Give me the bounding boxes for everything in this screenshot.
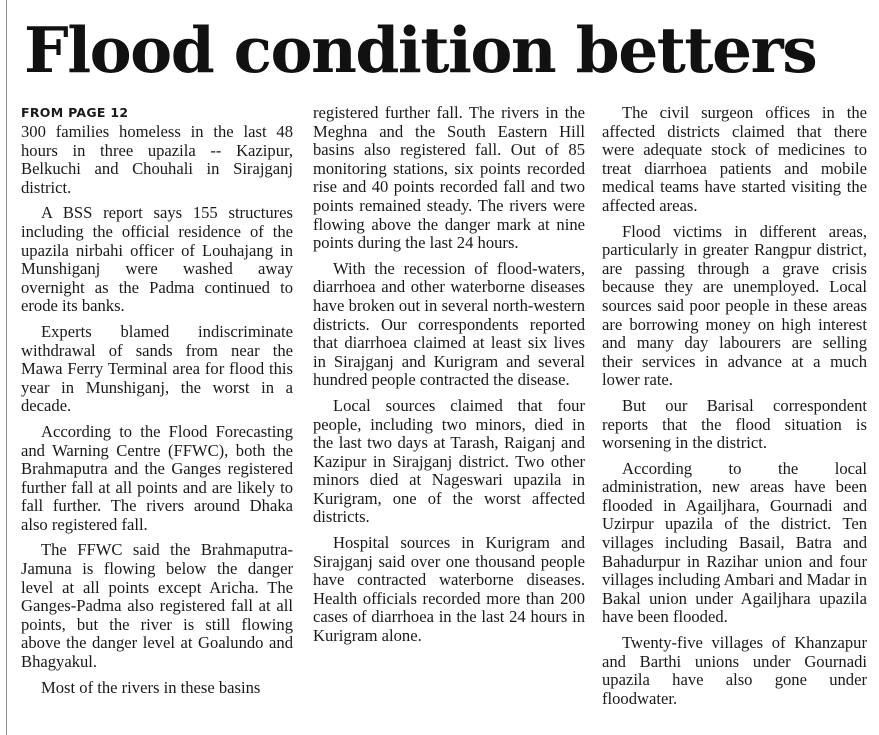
- paragraph: According to the Flood Forecasting and Warning Centre (FFWC), both the Brahmaputra and the Ganges registered further fall at all points and are likely to fall further. The rivers around Dhaka also registered fall.: [21, 421, 293, 534]
- paragraph: A BSS report says 155 structures including the official residence of the upazila nirbahi officer of Louhajang in Munshiganj were washed away overnight as the Padma continued to erode its banks.: [21, 203, 293, 316]
- paragraph: Flood victims in different areas, particularly in greater Rangpur district, are passing through a grave crisis because they are unemployed. Local sources said poor people in these areas are borrowing money on high interest and many day labourers are selling their services in advance at a much lower rate.: [602, 221, 867, 390]
- paragraph: Most of the rivers in these basins: [41, 677, 261, 697]
- paragraph: Local sources claimed that four people, including two minors, died in the last two days at Tarash, Raiganj and Kazipur in Sirajganj district. Two other minors died at Nageswari upazila in Kurigram, one of the worst affected districts.: [313, 395, 585, 527]
- article-column-1: [21, 104, 293, 704]
- paragraph: According to the local administration, new areas have been flooded in Agailjhara, Gournadi and Uzirpur upazila of the district. Ten villages including Basail, Batra and Bahadurpur in Razihar union and four villages including Ambari and Madar in Bakal union under Agailjhara upazila have been flooded.: [602, 458, 867, 627]
- article-column-2: [313, 104, 585, 653]
- headline: Flood condition betters: [24, 13, 817, 87]
- paragraph: With the recession of flood-waters, diarrhoea and other waterborne diseases have broken out in several north-western districts. Our correspondents reported that diarrhoea claimed at least six lives in Sirajganj and Kurigram and several hundred people contracted the disease.: [313, 258, 585, 390]
- paragraph: The civil surgeon offices in the affected districts claimed that there were adequate stock of medicines to treat diarrhoea patients and mobile medical teams have started visiting the affected areas.: [602, 103, 867, 215]
- paragraph: Twenty-five villages of Khanzapur and Barthi unions under Gournadi upazila have also gone under floodwater.: [602, 633, 867, 708]
- paragraph: But our Barisal correspondent reports that the flood situation is worsening in the district.: [602, 395, 867, 453]
- paragraph: 300 families homeless in the last 48 hours in three upazila -- Kazipur, Belkuchi and Chouhali in Sirajganj district.: [21, 122, 293, 197]
- kicker: FROM PAGE 12: [21, 105, 129, 120]
- paragraph: registered further fall. The rivers in the Meghna and the South Eastern Hill basins also registered fall. Out of 85 monitoring stations, six points recorded rise and 40 points recorded fall and two points remained steady. The rivers were flowing above the danger mark at nine points during the last 24 hours.: [313, 103, 585, 253]
- paragraph: Hospital sources in Kurigram and Sirajganj said over one thousand people have contracted waterborne diseases. Health officials recorded more than 200 cases of diarrhoea in the last 24 hours in Kurigram alone.: [313, 533, 585, 646]
- paragraph: The FFWC said the Brahmaputra-Jamuna is flowing below the danger level at all points except Aricha. The Ganges-Padma also registered fall at all points, but the river is still flowing above the danger level at Goalundo and Bhagyakul.: [21, 540, 293, 672]
- paragraph: Experts blamed indiscriminate withdrawal of sands from near the Mawa Ferry Terminal area for flood this year in Munshiganj, the worst in a decade.: [21, 321, 293, 416]
- article-column-3: [602, 104, 867, 715]
- column-rule: [6, 0, 7, 735]
